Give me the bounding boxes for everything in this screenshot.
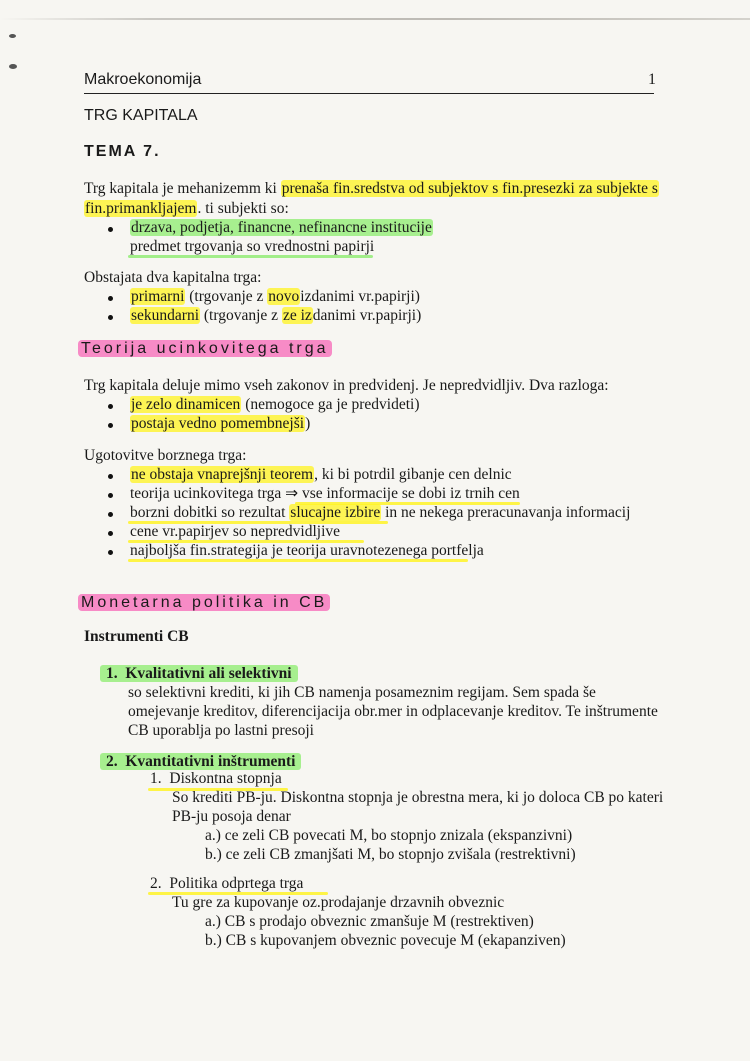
bullet-icon [108, 512, 113, 517]
instrument-1-line-2: omejevanje kreditov, diferencijacija obr.mer in odplacevanje kreditov. Te inštrumente [128, 703, 658, 720]
underline-green [128, 255, 373, 258]
highlight-yellow: je zelo dinamicen [131, 396, 241, 413]
instrument-title: Kvantitativni inštrumenti [125, 753, 296, 770]
bullet-icon [108, 550, 113, 555]
sub-1-line-2: PB-ju posoja denar [172, 808, 291, 825]
highlight-yellow: novo [268, 288, 300, 305]
efficient-text: ) [305, 415, 311, 432]
list-number: 1. [106, 665, 118, 682]
efficient-bullet-1 [130, 395, 420, 415]
market-text: (trgovanje z [185, 288, 268, 305]
intro-text: Trg kapitala je mehanizemm ki [84, 180, 281, 197]
efficient-text: (nemogoce ga je predvideti) [241, 396, 420, 413]
findings-bullet-2 [130, 484, 520, 504]
findings-text: , ki bi potrdil gibanje cen delnic [314, 466, 512, 483]
bullet-icon [108, 531, 113, 536]
findings-intro: Ugotovitve borznega trga: [84, 447, 247, 464]
list-number: 2. [106, 753, 118, 770]
sub-2-item-a: a.) CB s prodajo obveznic zmanšuje M (restrektiven) [205, 913, 534, 930]
sub-2-item-b: b.) CB s kupovanjem obveznic povecuje M (ekapanziven) [205, 932, 566, 949]
market-text: izdanimi vr.papirji) [300, 288, 420, 305]
highlight-yellow: ne obstaja vnaprejšnji teorem [131, 466, 314, 483]
market-text: (trgovanje z [200, 307, 282, 324]
sub-2-line-1: Tu gre za kupovanje oz.prodajanje drzavnih obveznic [172, 894, 505, 911]
bullet-icon [108, 227, 113, 232]
sub-title: Politika odprtega trga [169, 875, 304, 892]
monetary-heading [78, 594, 330, 612]
section-title: TRG KAPITALA [84, 107, 198, 124]
header-title: Makroekonomija [84, 71, 202, 88]
findings-text: teorija ucinkovitega trga [130, 485, 286, 502]
scan-speck [9, 64, 17, 69]
instrument-1-line-3: CB uporablja po lastni presoji [128, 722, 314, 739]
highlight-pink: Teorija ucinkovitega trga [78, 340, 332, 357]
sub-1-title [150, 769, 282, 789]
efficient-bullet-2 [130, 414, 310, 434]
instrument-title: Kvalitativni ali selektivni [125, 665, 292, 682]
instrument-1-title [100, 664, 298, 684]
bullet-icon [108, 404, 113, 409]
market-primary [130, 287, 420, 307]
findings-bullet-5: najboljša fin.strategija je teorija uravnotezenega portfelja [130, 542, 484, 559]
bullet-icon [108, 493, 113, 498]
findings-text: in ne nekega preracunavanja informacij [381, 504, 631, 521]
bullet-icon [108, 474, 113, 479]
bullet-icon [108, 315, 113, 320]
findings-text: vse informacije se dobi iz trnih cen [298, 485, 520, 502]
sub-title: Diskontna stopnja [169, 770, 282, 787]
scan-edge-line [0, 18, 750, 20]
header-rule [84, 93, 654, 94]
underline-yellow [128, 559, 468, 562]
highlight-yellow: postaja vedno pomembnejši [131, 415, 305, 432]
highlight-yellow: primarni [131, 288, 185, 305]
bullet-icon [108, 423, 113, 428]
highlight-yellow: ze iz [282, 307, 312, 324]
findings-text: borzni dobitki so rezultat [130, 504, 290, 521]
sub-2-title [150, 874, 303, 894]
market-secondary [130, 306, 421, 326]
sub-1-line-1: So krediti PB-ju. Diskontna stopnja je obrestna mera, ki jo doloca CB po kateri [172, 789, 664, 806]
highlight-yellow: prenaša fin.sredstva od subjektov s fin.presezki za subjekte s [281, 180, 658, 197]
implies-arrow-icon: ⇒ [285, 485, 299, 502]
intro-text: . ti subjekti so: [197, 200, 289, 217]
efficient-market-heading [78, 340, 332, 358]
findings-bullet-4: cene vr.papirjev so nepredvidljive [130, 523, 341, 540]
intro-bullet-1 [130, 218, 433, 238]
findings-bullet-1 [130, 465, 512, 485]
instrument-1-line-1: so selektivni krediti, ki jih CB namenja posameznim regijam. Sem spada še [128, 684, 596, 701]
topic-heading: TEMA 7. [84, 143, 161, 160]
scan-speck [9, 34, 16, 38]
efficient-intro: Trg kapitala deluje mimo vseh zakonov in predvidenj. Je nepredvidljiv. Dva razloga: [84, 377, 609, 394]
list-number: 1. [150, 770, 162, 787]
highlight-yellow: sekundarni [131, 307, 200, 324]
list-number: 2. [150, 875, 162, 892]
highlight-yellow: slucajne izbire [290, 504, 381, 521]
sub-1-item-a: a.) ce zeli CB povecati M, bo stopnjo znizala (ekspanzivni) [205, 827, 573, 844]
highlight-pink: Monetarna politika in CB [78, 594, 330, 611]
intro-line-1 [84, 179, 659, 199]
sub-1-item-b: b.) ce zeli CB zmanjšati M, bo stopnjo zvišala (restrektivni) [205, 846, 576, 863]
highlight-yellow: fin.primankljajem [85, 200, 197, 217]
market-text: danimi vr.papirji) [312, 307, 422, 324]
highlight-green: drzava, podjetja, financne, nefinancne institucije [131, 219, 432, 236]
page-number: 1 [648, 71, 656, 88]
findings-bullet-3 [130, 503, 630, 523]
instruments-heading: Instrumenti CB [84, 628, 189, 645]
intro-line-3: predmet trgovanja so vrednostni papirji [130, 238, 375, 255]
intro-line-2 [84, 199, 289, 219]
markets-intro: Obstajata dva kapitalna trga: [84, 269, 262, 286]
bullet-icon [108, 296, 113, 301]
